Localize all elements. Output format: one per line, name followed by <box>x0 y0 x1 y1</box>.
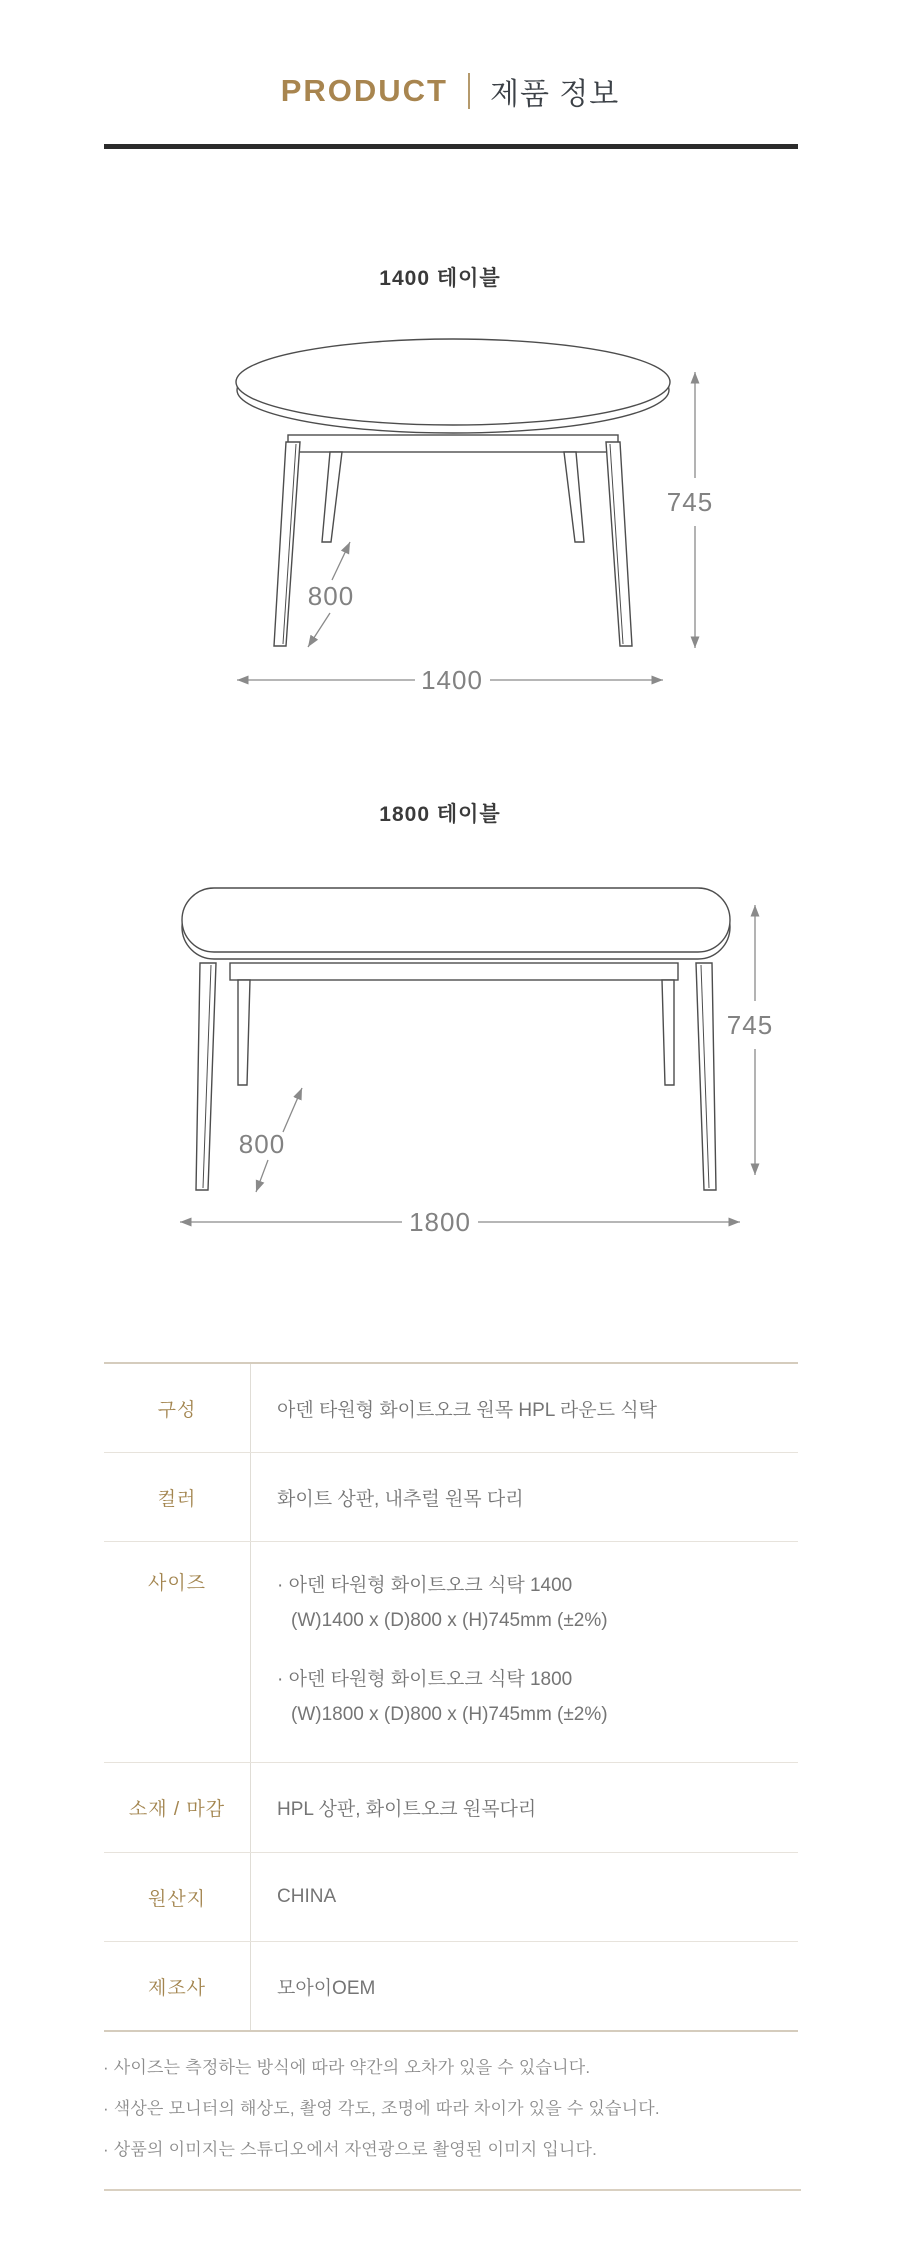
footnote: · 상품의 이미지는 스튜디오에서 자연광으로 촬영된 이미지 입니다. <box>103 2140 598 2159</box>
spec-value: 모아이OEM <box>277 1977 376 1999</box>
spec-value: 화이트 상판, 내추럴 원목 다리 <box>277 1488 524 1510</box>
spec-label: 제조사 <box>147 1977 207 1999</box>
width-dim-label: 1800 <box>409 1207 471 1237</box>
spec-row-manufacturer <box>104 1942 798 2030</box>
back-right-leg <box>564 452 584 542</box>
size-item-dims: (W)1400 x (D)800 x (H)745mm (±2%) <box>291 1610 608 1631</box>
size-item-name: · 아덴 타원형 화이트오크 식탁 1800 <box>277 1669 573 1690</box>
spec-value: 아덴 타원형 화이트오크 원목 HPL 라운드 식탁 <box>277 1399 657 1421</box>
size-item-name: · 아덴 타원형 화이트오크 식탁 1400 <box>277 1575 573 1596</box>
depth-dim-label: 800 <box>238 1129 286 1159</box>
tabletop-surface <box>236 339 670 425</box>
spec-label: 사이즈 <box>147 1573 207 1594</box>
diagram1-title: 1400 테이블 <box>379 267 501 290</box>
depth-dim-label: 800 <box>307 581 355 611</box>
bottom-rule <box>104 2189 801 2191</box>
header-title-ko: 제품 정보 <box>490 78 620 111</box>
width-dim-label: 1400 <box>421 665 483 695</box>
tabletop-surface <box>182 888 730 952</box>
front-right-leg <box>606 442 632 646</box>
front-left-leg <box>274 442 300 646</box>
back-right-leg <box>662 980 674 1085</box>
header-title-en: PRODUCT <box>280 73 448 108</box>
table-apron <box>230 963 678 980</box>
page-header <box>0 64 900 118</box>
spec-row-material <box>104 1763 798 1853</box>
height-dim-label: 745 <box>666 487 714 517</box>
spec-table <box>104 1362 798 2032</box>
header-rule <box>104 144 798 149</box>
spec-row-origin <box>104 1853 798 1942</box>
spec-row-composition <box>104 1364 798 1453</box>
height-dim-label: 745 <box>726 1010 774 1040</box>
spec-row-color <box>104 1453 798 1542</box>
spec-label: 컬러 <box>157 1488 197 1510</box>
depth-dim-line-lower <box>308 613 330 647</box>
spec-value: CHINA <box>277 1886 337 1907</box>
diagram2-table-1800 <box>110 855 790 1240</box>
footnote: · 색상은 모니터의 해상도, 촬영 각도, 조명에 따라 차이가 있을 수 있습니다. <box>103 2099 660 2118</box>
front-right-leg <box>696 963 716 1190</box>
depth-dim-line-upper <box>283 1088 302 1132</box>
back-left-leg <box>322 452 342 542</box>
diagram2-title: 1800 테이블 <box>379 803 501 826</box>
diagram1-table-1400 <box>150 330 730 700</box>
footnotes <box>103 2047 843 2170</box>
spec-row-size <box>104 1542 798 1763</box>
header-divider <box>468 73 470 109</box>
size-gap <box>251 1638 798 1662</box>
depth-dim-line-upper <box>332 542 350 580</box>
size-item-dims: (W)1800 x (D)800 x (H)745mm (±2%) <box>291 1704 608 1725</box>
back-left-leg <box>238 980 250 1085</box>
table-apron <box>288 435 618 452</box>
depth-dim-line-lower <box>256 1160 268 1192</box>
spec-label: 소재 / 마감 <box>128 1799 226 1820</box>
front-left-leg <box>196 963 216 1190</box>
spec-label: 원산지 <box>147 1888 207 1910</box>
spec-value: HPL 상판, 화이트오크 원목다리 <box>277 1799 537 1820</box>
footnote: · 사이즈는 측정하는 방식에 따라 약간의 오차가 있을 수 있습니다. <box>103 2058 591 2077</box>
spec-label: 구성 <box>157 1399 197 1421</box>
